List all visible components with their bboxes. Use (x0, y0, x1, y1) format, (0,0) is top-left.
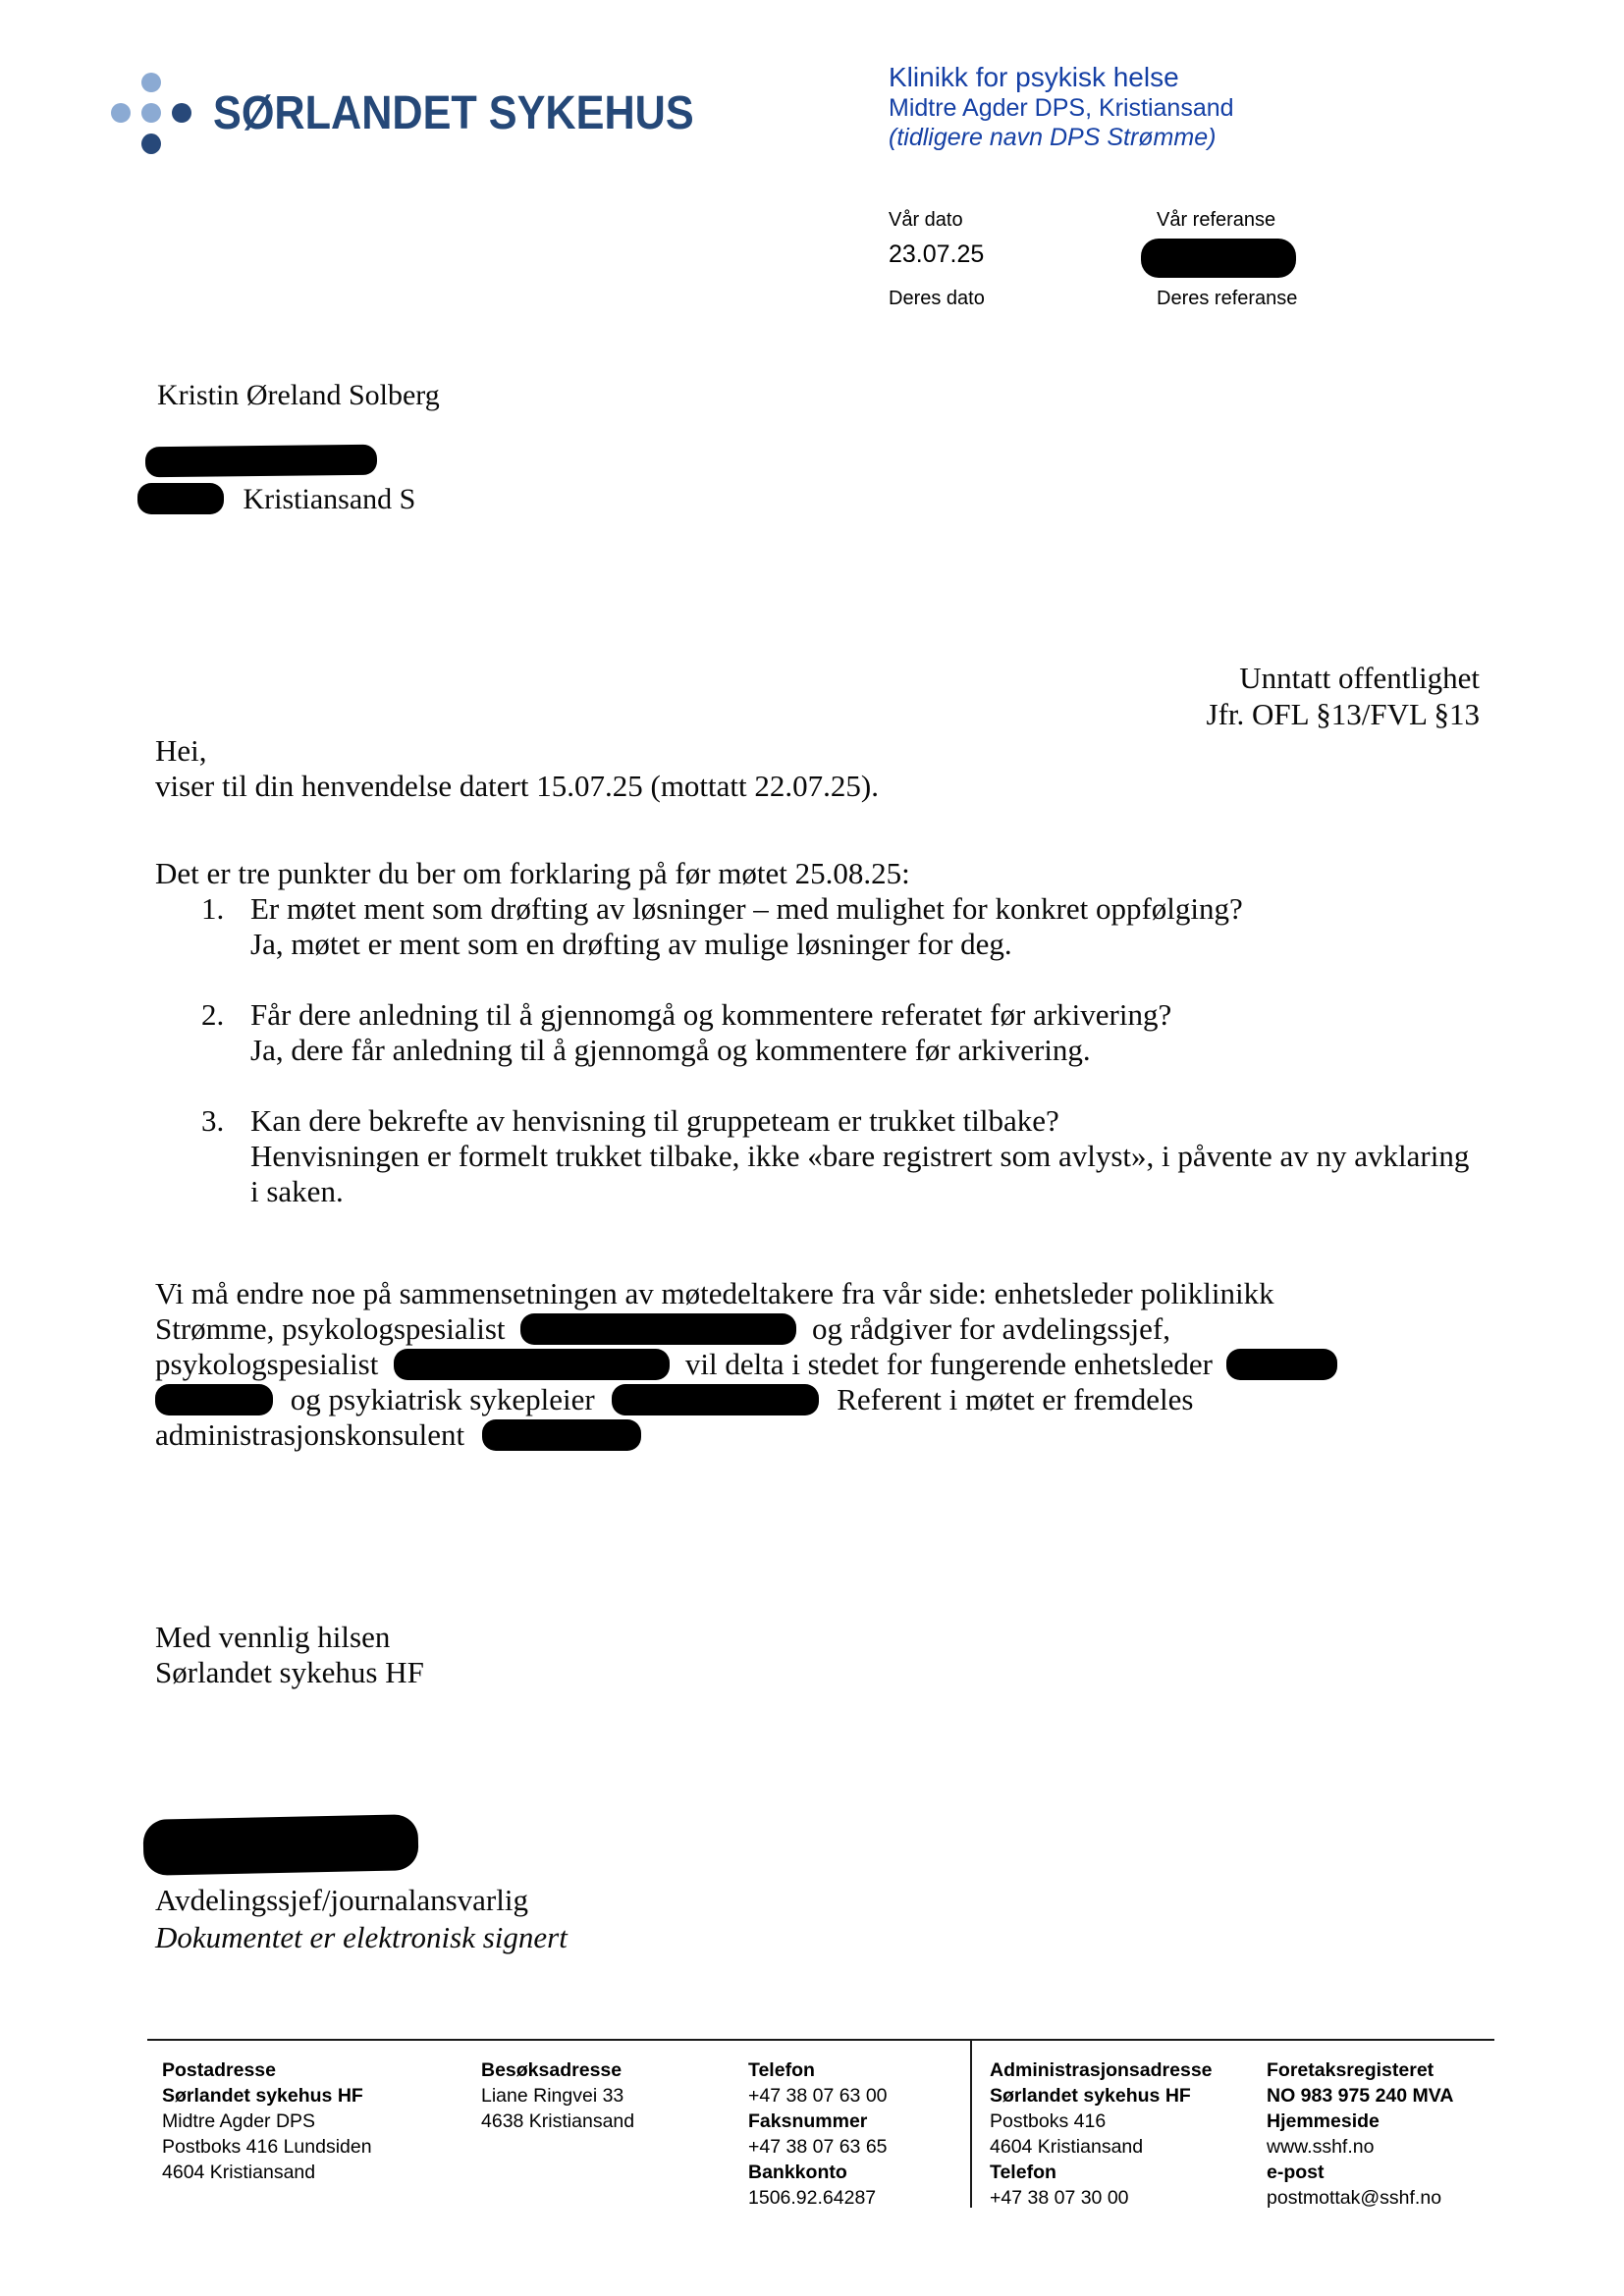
redaction-bar-name (1226, 1349, 1337, 1380)
footer-registry (1267, 2057, 1512, 2211)
our-date-value: 23.07.25 (889, 240, 985, 268)
greeting: Hei, (155, 733, 207, 768)
list-question: Får dere anledning til å gjennomgå og kommentere referatet før arkivering? (250, 997, 1172, 1032)
participants-line (155, 1311, 1549, 1347)
redaction-bar-name (482, 1419, 641, 1451)
footer-line: 4638 Kristiansand (481, 2110, 635, 2132)
recipient-name: Kristin Øreland Solberg (157, 379, 440, 411)
footer-line: +47 38 07 63 00 (748, 2085, 888, 2107)
closing-block (155, 1620, 424, 1690)
closing-salutation: Med vennlig hilsen (155, 1620, 391, 1654)
redaction-bar-name (520, 1313, 796, 1345)
footer-vertical-divider (970, 2039, 972, 2208)
participants-text: og psykiatrisk sykepleier (290, 1382, 595, 1416)
logo-dot-left (111, 103, 131, 123)
participants-line (155, 1417, 1549, 1453)
list-item (155, 997, 1490, 1068)
footer-admin-address (990, 2057, 1250, 2211)
list-answer: Henvisningen er formelt trukket tilbake, ikke «bare registrert som avlyst», i påvente av ny avklaring i saken. (250, 1139, 1470, 1208)
redaction-bar-address (145, 445, 377, 477)
exemption-notice (1207, 660, 1480, 732)
footer-heading: Hjemmeside (1267, 2110, 1380, 2132)
list-item (155, 891, 1490, 962)
footer-heading: Foretaksregisteret (1267, 2059, 1435, 2081)
footer-heading: Administrasjonsadresse (990, 2059, 1213, 2081)
participants-line (155, 1276, 1549, 1311)
signer-role: Avdelingssjef/journalansvarlig (155, 1883, 528, 1917)
recipient-city-row (137, 483, 415, 516)
electronic-signature-note: Dokumentet er elektronisk signert (155, 1920, 568, 1954)
footer-heading: Telefon (990, 2162, 1056, 2183)
redaction-bar-postcode (137, 483, 224, 514)
footer-line: +47 38 07 30 00 (990, 2187, 1129, 2209)
greeting-block (155, 733, 1490, 804)
footer-divider-line (147, 2039, 1494, 2041)
footer-heading: Besøksadresse (481, 2059, 623, 2081)
footer-heading: Postadresse (162, 2059, 276, 2081)
footer-line: Postboks 416 Lundsiden (162, 2136, 372, 2158)
participants-line (155, 1347, 1549, 1382)
hospital-wordmark: SØRLANDET SYKEHUS (213, 87, 694, 139)
footer-visit-address (481, 2057, 727, 2134)
our-ref-label: Vår referanse (1157, 209, 1276, 231)
footer-line: 1506.92.64287 (748, 2187, 877, 2209)
list-answer: Ja, møtet er ment som en drøfting av mulige løsninger for deg. (250, 927, 1012, 961)
clinic-header (889, 61, 1234, 152)
participants-text: Vi må endre noe på sammensetningen av møtedeltakere fra vår side: enhetsleder poliklinikk (155, 1276, 1274, 1310)
points-block (155, 856, 1490, 1209)
footer-line: www.sshf.no (1267, 2136, 1375, 2158)
list-item (155, 1103, 1490, 1209)
footer-line: Sørlandet sykehus HF (162, 2085, 363, 2107)
participants-text: Strømme, psykologspesialist (155, 1311, 506, 1346)
footer-line: Liane Ringvei 33 (481, 2085, 624, 2107)
participants-line (155, 1382, 1549, 1417)
list-number: 1. (201, 891, 225, 926)
recipient-city: Kristiansand S (243, 483, 416, 515)
our-date-label: Vår dato (889, 209, 963, 231)
logo-dot-bottom (141, 133, 161, 154)
footer-line: +47 38 07 63 65 (748, 2136, 888, 2158)
closing-org: Sørlandet sykehus HF (155, 1655, 424, 1689)
logo-dot-center (141, 103, 161, 123)
footer-line: 4604 Kristiansand (990, 2136, 1144, 2158)
their-date-label: Deres dato (889, 288, 985, 309)
points-intro: Det er tre punkter du ber om forklaring på før møtet 25.08.25: (155, 856, 910, 890)
footer-heading: Telefon (748, 2059, 815, 2081)
footer-postal-address (162, 2057, 466, 2185)
footer-line: Sørlandet sykehus HF (990, 2085, 1191, 2107)
participants-text: Referent i møtet er fremdeles (837, 1382, 1194, 1416)
participants-text: psykologspesialist (155, 1347, 379, 1381)
footer-line: Midtre Agder DPS (162, 2110, 316, 2132)
list-question: Kan dere bekrefte av henvisning til gruppeteam er trukket tilbake? (250, 1103, 1059, 1138)
list-number: 2. (201, 997, 225, 1032)
their-ref-label: Deres referanse (1157, 288, 1298, 309)
exemption-line2: Jfr. OFL §13/FVL §13 (1206, 697, 1480, 731)
redaction-bar-name (612, 1384, 819, 1415)
clinic-former-name: (tidligere navn DPS Strømme) (889, 124, 1217, 151)
list-question: Er møtet ment som drøfting av løsninger – med mulighet for konkret oppfølging? (250, 891, 1243, 926)
logo-dot-right (172, 103, 191, 123)
list-number: 3. (201, 1103, 225, 1138)
redaction-bar-name (155, 1384, 273, 1415)
footer-line: NO 983 975 240 MVA (1267, 2085, 1454, 2107)
logo-dot-top (141, 73, 161, 92)
footer-line: 4604 Kristiansand (162, 2162, 316, 2183)
footer-heading: e-post (1267, 2162, 1325, 2183)
participants-text: administrasjonskonsulent (155, 1417, 465, 1452)
list-answer: Ja, dere får anledning til å gjennomgå og kommentere før arkivering. (250, 1033, 1091, 1067)
redaction-bar-signature (142, 1814, 418, 1876)
footer-line: Postboks 416 (990, 2110, 1107, 2132)
clinic-name: Klinikk for psykisk helse (889, 62, 1179, 92)
footer-phone-fax (748, 2057, 954, 2211)
intro-line: viser til din henvendelse datert 15.07.25 (mottatt 22.07.25). (155, 769, 879, 803)
redaction-bar-our-ref (1141, 239, 1296, 278)
clinic-department: Midtre Agder DPS, Kristiansand (889, 94, 1234, 122)
participants-paragraph (155, 1276, 1549, 1453)
redaction-bar-name (394, 1349, 670, 1380)
participants-text: vil delta i stedet for fungerende enhetsleder (684, 1347, 1213, 1381)
participants-text: og rådgiver for avdelingssjef, (812, 1311, 1170, 1346)
exemption-line1: Unntatt offentlighet (1239, 661, 1480, 695)
footer-line: postmottak@sshf.no (1267, 2187, 1442, 2209)
footer-heading: Bankkonto (748, 2162, 847, 2183)
footer-heading: Faksnummer (748, 2110, 868, 2132)
